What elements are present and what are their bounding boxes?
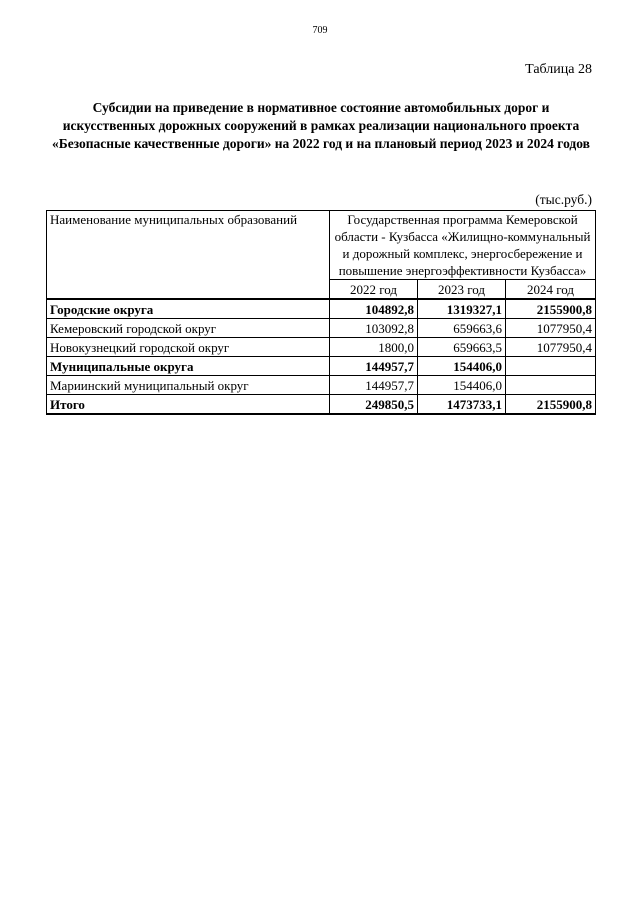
- row-value-2023: 659663,5: [418, 338, 506, 357]
- row-value-2023: 154406,0: [418, 376, 506, 395]
- row-value-2024: 1077950,4: [506, 338, 596, 357]
- row-name-cell: Кемеровский городской округ: [47, 319, 330, 338]
- units-label: (тыс.руб.): [535, 192, 592, 207]
- row-name-cell: Мариинский муниципальный округ: [47, 376, 330, 395]
- row-value-2023: 154406,0: [418, 357, 506, 376]
- row-value-2022: 104892,8: [330, 299, 418, 319]
- row-value-2023: 1319327,1: [418, 299, 506, 319]
- row-value-2023: 659663,6: [418, 319, 506, 338]
- table-row: [47, 376, 596, 395]
- row-value-2024: 2155900,8: [506, 299, 596, 319]
- table-row: [47, 395, 596, 415]
- header-year-2024: 2024 год: [506, 280, 596, 300]
- row-value-2024: 2155900,8: [506, 395, 596, 415]
- row-value-2024: 1077950,4: [506, 319, 596, 338]
- row-value-2022: 249850,5: [330, 395, 418, 415]
- row-value-2022: 144957,7: [330, 357, 418, 376]
- row-value-2023: 1473733,1: [418, 395, 506, 415]
- row-name-cell: Итого: [47, 395, 330, 415]
- row-value-2022: 144957,7: [330, 376, 418, 395]
- header-year-2022: 2022 год: [330, 280, 418, 300]
- table-row: [47, 338, 596, 357]
- header-year-2023: 2023 год: [418, 280, 506, 300]
- table-body: [47, 299, 596, 414]
- subsidies-table: [46, 210, 596, 415]
- table-row: [47, 299, 596, 319]
- table-row: [47, 319, 596, 338]
- header-municipality-spacer: [47, 280, 330, 300]
- table-label: Таблица 28: [525, 62, 592, 77]
- row-name-cell: Городские округа: [47, 299, 330, 319]
- document-title: Субсидии на приведение в нормативное состояние автомобильных дорог и искусственных дорожных сооружений в рамках реализации национального проекта «Безопасные качественные дороги» на 2022 год и на плановый период 2023 и 2024 годов: [52, 100, 590, 151]
- row-value-2024: [506, 376, 596, 395]
- row-name-cell: Новокузнецкий городской округ: [47, 338, 330, 357]
- header-program: Государственная программа Кемеровской области - Кузбасса «Жилищно-коммунальный и дорожный комплекс, энергосбережение и повышение энергоэффективности Кузбасса»: [330, 211, 596, 280]
- page-number: 709: [312, 25, 328, 36]
- header-municipality: Наименование муниципальных образований: [47, 211, 330, 280]
- row-name-cell: Муниципальные округа: [47, 357, 330, 376]
- table-row: [47, 357, 596, 376]
- row-value-2022: 1800,0: [330, 338, 418, 357]
- row-value-2024: [506, 357, 596, 376]
- row-value-2022: 103092,8: [330, 319, 418, 338]
